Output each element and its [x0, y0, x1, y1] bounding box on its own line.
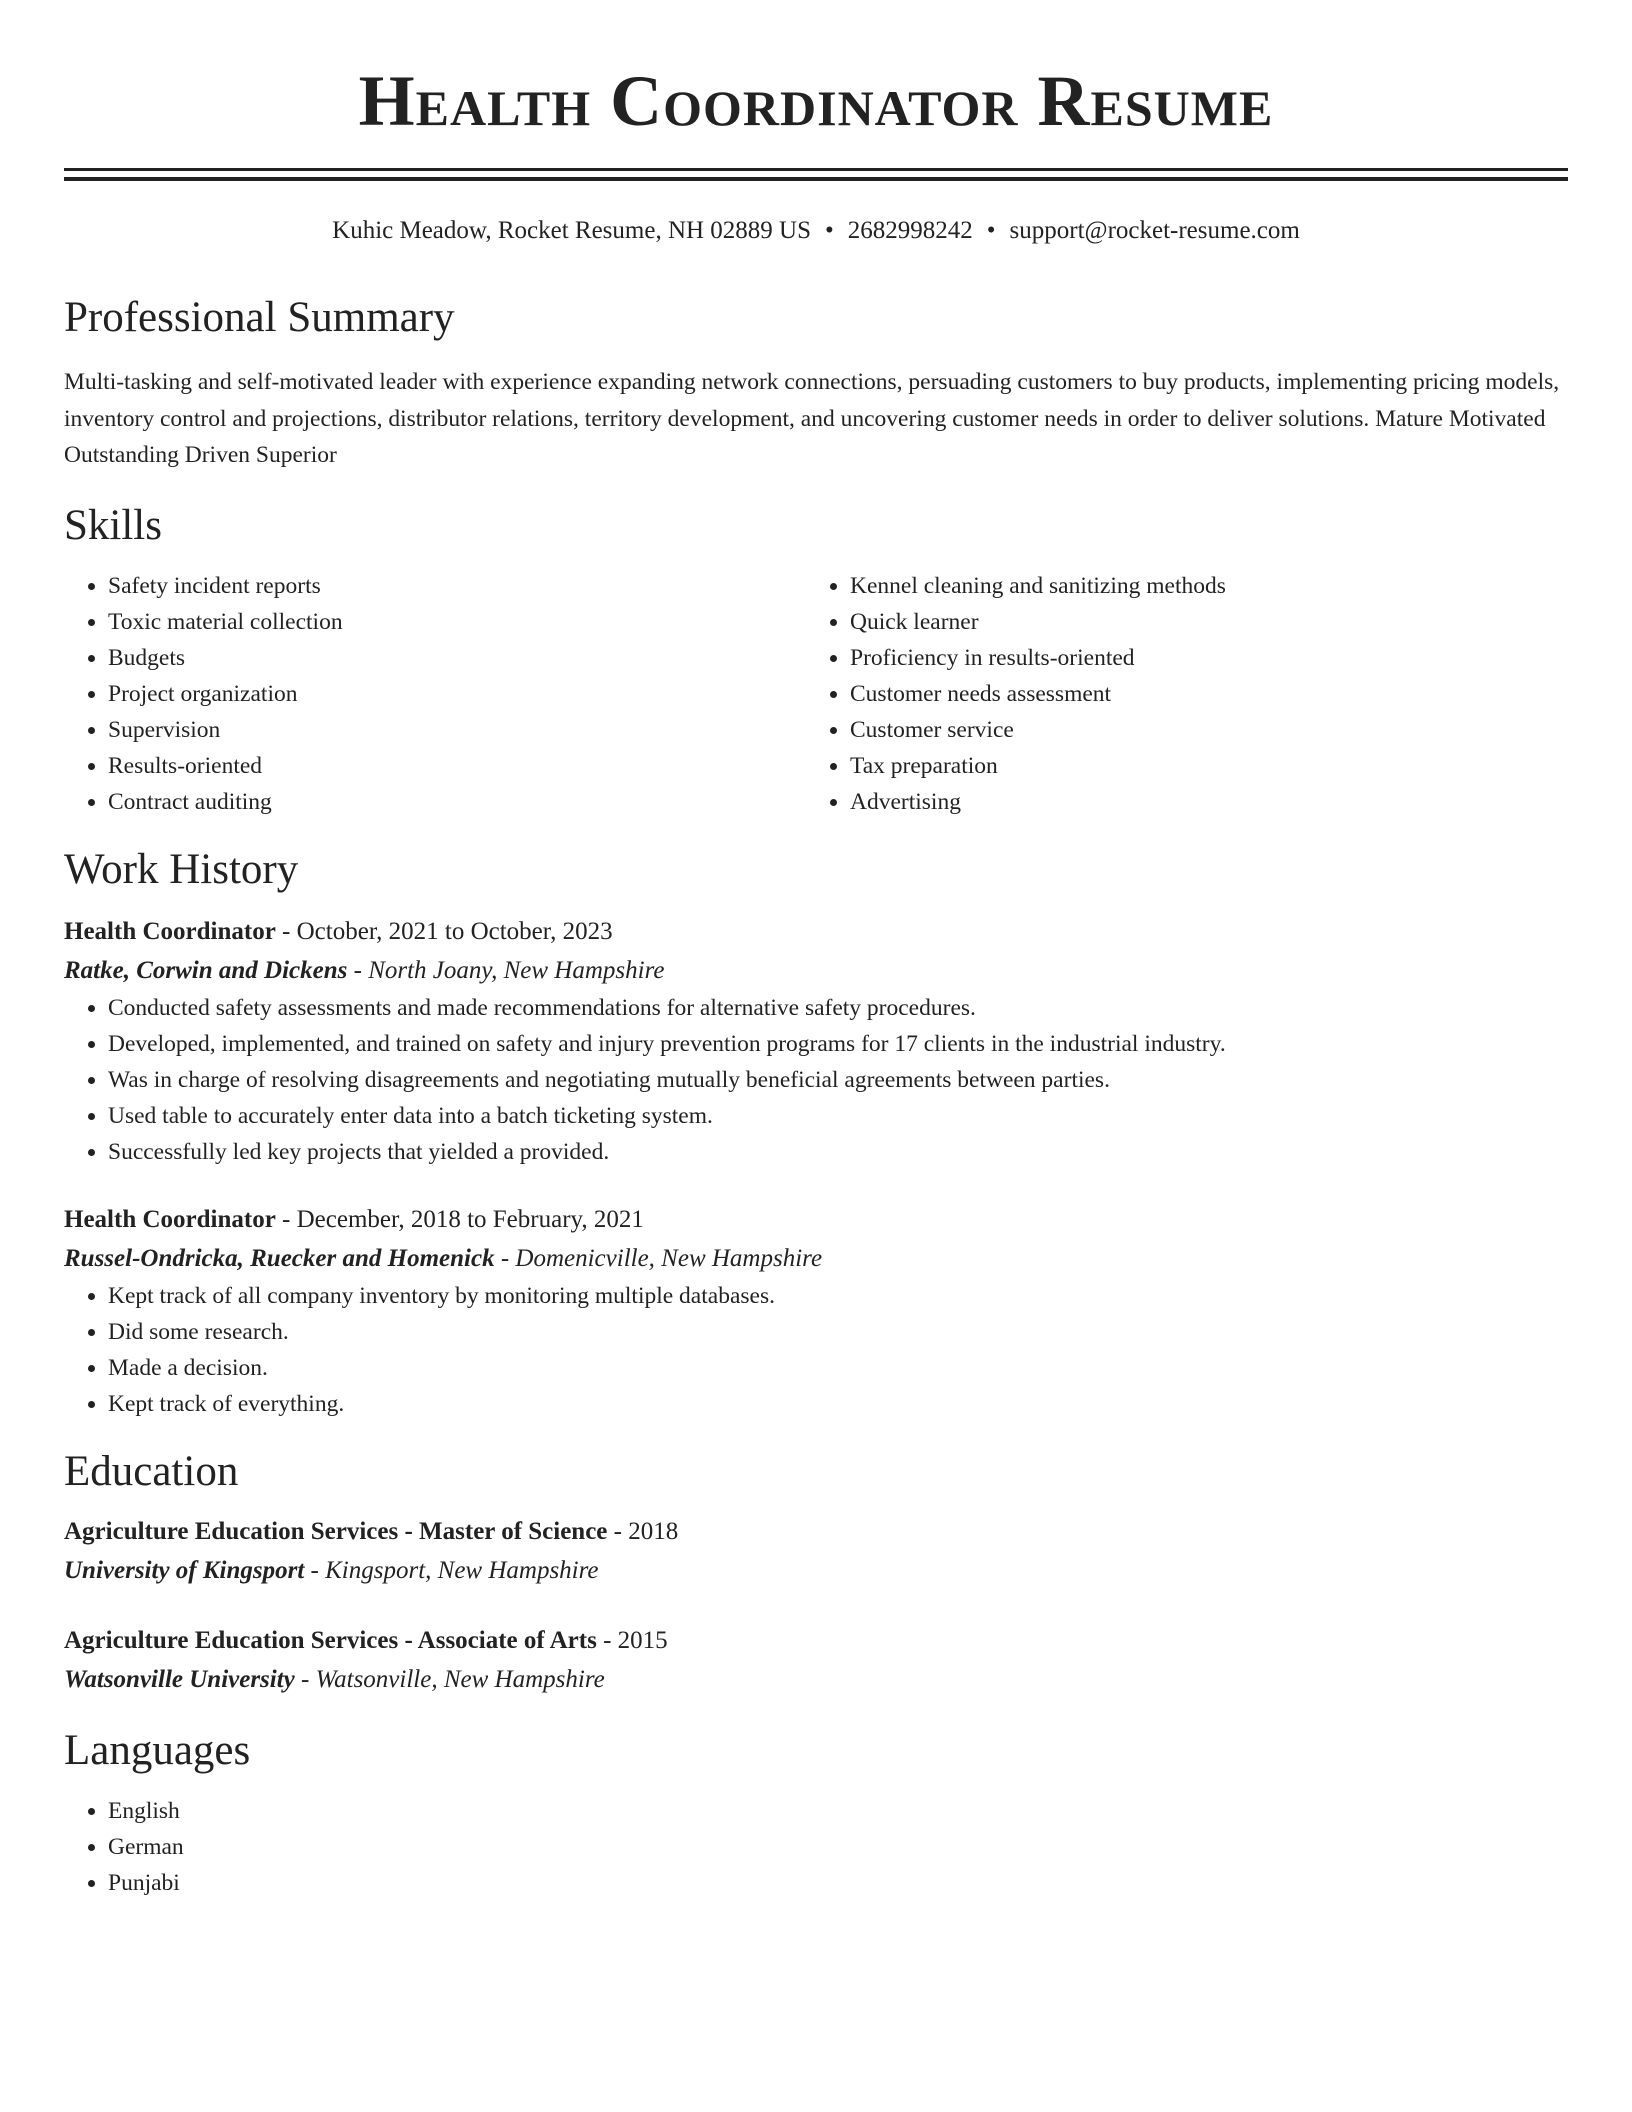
education-location: - Watsonville, New Hampshire: [294, 1665, 605, 1693]
contact-address: Kuhic Meadow, Rocket Resume, NH 02889 US: [332, 217, 812, 244]
skill-item: • Safety incident reports: [108, 568, 806, 604]
skill-item: • Budgets: [108, 640, 806, 676]
contact-separator: •: [825, 217, 834, 244]
education-entry: [64, 1621, 1568, 1699]
skill-item: • Kennel cleaning and sanitizing methods: [850, 568, 1548, 604]
job-duty-item: • Used table to accurately enter data into a batch ticketing system.: [108, 1098, 1568, 1134]
skill-item: • Project organization: [108, 676, 806, 712]
language-item: • German: [108, 1829, 1568, 1865]
job-duty-item: • Kept track of everything.: [108, 1386, 1568, 1422]
skills-heading: Skills: [64, 501, 162, 549]
skills-columns: [64, 568, 1568, 820]
skill-item: • Proficiency in results-oriented: [850, 640, 1548, 676]
job-duty-item: • Conducted safety assessments and made recommendations for alternative safety procedures.: [108, 990, 1568, 1026]
job-duty-item: • Kept track of all company inventory by monitoring multiple databases.: [108, 1278, 1568, 1314]
skill-item: • Advertising: [850, 784, 1548, 820]
title-divider-top: [64, 168, 1568, 171]
job-duty-item: • Developed, implemented, and trained on safety and injury prevention programs for 17 clients in the industrial industry.: [108, 1026, 1568, 1062]
job-duty-item: • Successfully led key projects that yielded a provided.: [108, 1134, 1568, 1170]
job-dates: - December, 2018 to February, 2021: [275, 1205, 644, 1233]
job-duties-list: [64, 990, 1568, 1170]
education-header: [64, 1621, 1568, 1660]
summary-heading: Professional Summary: [64, 294, 455, 341]
job-duty-item: • Did some research.: [108, 1314, 1568, 1350]
education-school: University of Kingsport: [64, 1556, 305, 1584]
education-degree: Agriculture Education Services - Associate of Arts: [64, 1626, 597, 1654]
education-header: [64, 1512, 1568, 1551]
contact-phone: 2682998242: [847, 217, 973, 244]
skill-item: • Supervision: [108, 712, 806, 748]
skills-list-right: [806, 568, 1548, 820]
languages-list: [64, 1793, 1568, 1901]
education-school-line: [64, 1551, 1568, 1590]
job-company: Russel-Ondricka, Ruecker and Homenick: [64, 1244, 495, 1272]
language-item: • English: [108, 1793, 1568, 1829]
skill-item: • Quick learner: [850, 604, 1548, 640]
job-dates: - October, 2021 to October, 2023: [275, 917, 613, 945]
skills-column-left: [64, 568, 806, 820]
education-entry: [64, 1512, 1568, 1590]
language-item: • Punjabi: [108, 1865, 1568, 1901]
contact-line: [64, 214, 1568, 248]
job-location: - North Joany, New Hampshire: [347, 956, 665, 984]
summary-text: Multi-tasking and self-motivated leader with experience expanding network connections, persuading customers to buy products, implementing pricing models, inventory control and projections, distributor relations, territory development, and uncovering customer needs in order to deliver solutions. Mature Motivated Outstanding Driven Superior: [64, 369, 1560, 468]
job-location: - Domenicville, New Hampshire: [494, 1244, 823, 1272]
education-degree: Agriculture Education Services - Master of Science: [64, 1517, 608, 1545]
job-company-line: [64, 1239, 1568, 1278]
work-history-heading: Work History: [64, 845, 299, 893]
job-company: Ratke, Corwin and Dickens: [64, 956, 348, 984]
resume-title: Health Coordinator Resume: [358, 61, 1274, 141]
skill-item: • Contract auditing: [108, 784, 806, 820]
skill-item: • Results-oriented: [108, 748, 806, 784]
job-header: [64, 1200, 1568, 1239]
contact-email: support@rocket-resume.com: [1009, 217, 1300, 244]
education-location: - Kingsport, New Hampshire: [304, 1556, 599, 1584]
job-duty-item: • Made a decision.: [108, 1350, 1568, 1386]
job-duty-item: • Was in charge of resolving disagreements and negotiating mutually beneficial agreements between parties.: [108, 1062, 1568, 1098]
job-duties-list: [64, 1278, 1568, 1422]
education-school-line: [64, 1660, 1568, 1699]
contact-separator: •: [986, 217, 996, 244]
job-title: Health Coordinator: [64, 1205, 276, 1233]
skill-item: • Tax preparation: [850, 748, 1548, 784]
job-title: Health Coordinator: [64, 917, 276, 945]
skill-item: • Customer service: [850, 712, 1548, 748]
job-entry: [64, 912, 1568, 1170]
languages-heading: Languages: [64, 1726, 251, 1774]
skill-item: • Toxic material collection: [108, 604, 806, 640]
education-heading: Education: [64, 1447, 239, 1495]
title-divider-bottom: [64, 177, 1568, 181]
skills-column-right: [806, 568, 1548, 820]
skills-list-left: [64, 568, 806, 820]
job-company-line: [64, 951, 1568, 990]
education-school: Watsonville University: [64, 1665, 295, 1693]
job-header: [64, 912, 1568, 951]
skill-item: • Customer needs assessment: [850, 676, 1548, 712]
job-entry: [64, 1200, 1568, 1422]
education-year: - 2015: [596, 1626, 668, 1654]
education-year: - 2018: [607, 1517, 679, 1545]
